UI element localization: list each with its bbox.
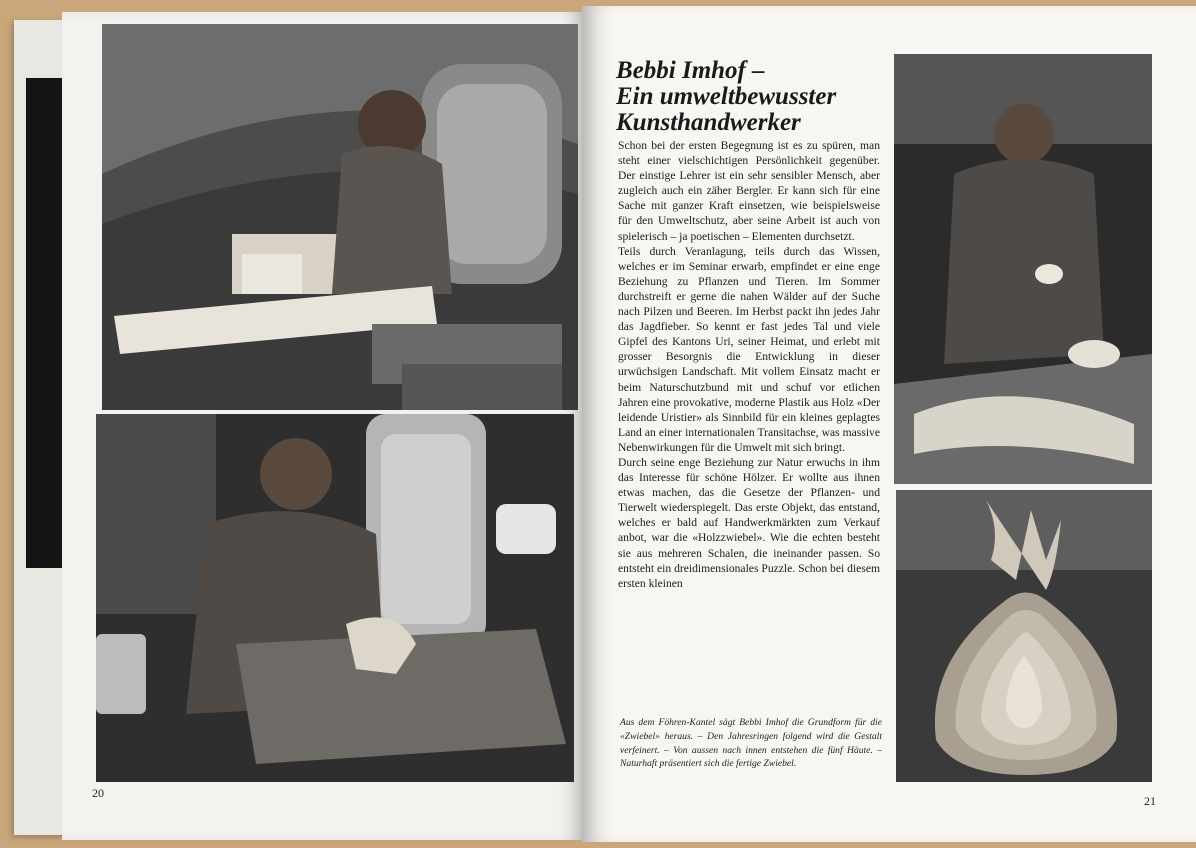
- photo-caption: Aus dem Föhren-Kantel sägt Bebbi Imhof die Grundform für die «Zwiebel» heraus. – Den Jahresringen folgend wird die Gestalt verfeinert. – Von aussen nach innen entstehen die fünf Häute. – Naturhaft präsentiert sich die fertige Zwiebel.: [620, 717, 882, 770]
- article-title-line: Ein umweltbewusster: [616, 83, 837, 110]
- article-title-line: Bebbi Imhof –: [616, 57, 765, 84]
- article-paragraph: Schon bei der ersten Begegnung ist es zu spüren, man steht einer vielschichtigen Persönlichkeit gegenüber. Der einstige Lehrer ist ein sehr sensibler Mensch, aber zugleich auch ein zäher Bergler. Er kann sich für eine Sache mit ganzer Kraft einsetzen, wie beispielsweise für den Umweltschutz, aber seine Arbeit ist auch von spielerisch – ja poetischen – Elementen durchsetzt.: [618, 139, 880, 243]
- article-paragraph: Durch seine enge Beziehung zur Natur erwuchs in ihm das Interesse für schöne Hölzer. Er wollte aus ihnen etwas machen, das die Gesetze der Pflanzen- und Tierwelt wiederspiegelt. Das erste Objekt, das entstand, welches er bald auf Handwerkmärkten zum Verkauf anbot, war die «Holzzwiebel». Wie die echten besteht sie aus mehreren Schalen, die ineinander passen. So entsteht ein dreidimensionales Puzzle. Schon bei diesem ersten kleinen: [618, 455, 880, 590]
- photo-holding-onion-piece: [894, 54, 1152, 484]
- photo-bandsaw-cutting: [102, 24, 578, 410]
- article-title-line: Kunsthandwerker: [616, 109, 801, 136]
- article-paragraph: Teils durch Veranlagung, teils durch das Wissen, welches er im Seminar erwarb, empfindet er eine enge Beziehung zu Pflanzen und Tieren. Im Sommer durchstreift er gerne die nahen Wälder auf der Suche nach Pilzen und Beeren. Im Herbst packt ihn jedes Jahr das Jagdfieber. So kennt er fast jedes Tal und viele Gipfel des Kantons Uri, seiner Heimat, und erlebt mit grosser Besorgnis die Entwicklung in dieser urwüchsigen Landschaft. Mit vollem Einsatz macht er beim Naturschutzbund mit und schuf vor etlichen Jahren eine provokative, moderne Plastik aus Holz «Der leidende Uristier» als Sinnbild für ein kleines geplagtes Land an einer internationalen Transitachse, was massive Nebenwirkungen für die Umwelt mit sich bringt.: [618, 244, 880, 454]
- photo-finished-onion: [896, 490, 1152, 782]
- page-number-left: 20: [92, 786, 104, 800]
- photo-shaping-onion: [96, 414, 574, 782]
- underlying-photo-edge: [26, 78, 64, 568]
- page-number-right: 21: [1144, 794, 1156, 808]
- article-title: [616, 58, 886, 136]
- article-body: [618, 138, 880, 591]
